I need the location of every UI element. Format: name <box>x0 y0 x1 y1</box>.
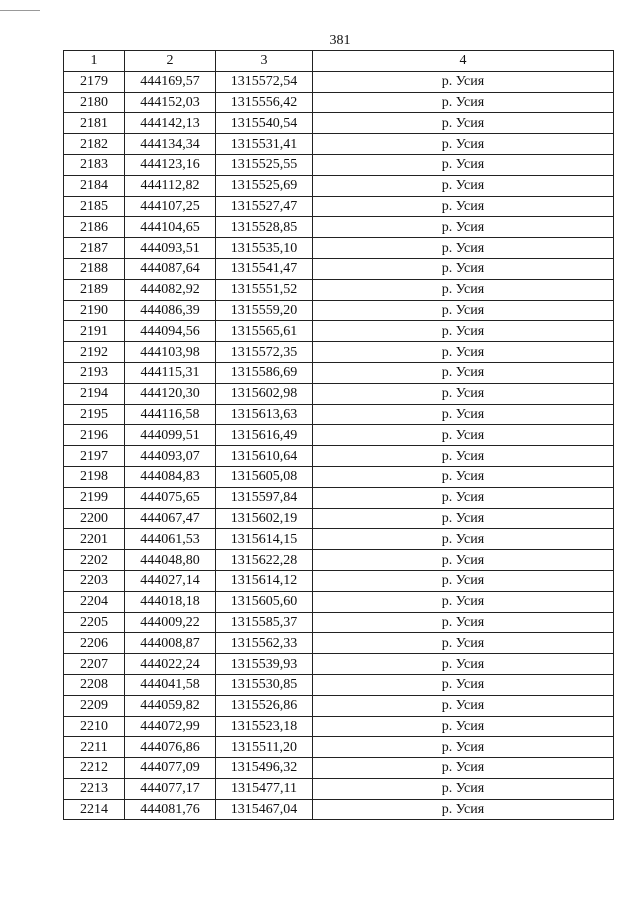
description-cell: р. Усия <box>313 570 614 591</box>
x-coordinate-cell: 444099,51 <box>125 425 216 446</box>
y-coordinate-cell: 1315602,98 <box>216 383 313 404</box>
description-cell: р. Усия <box>313 71 614 92</box>
y-coordinate-cell: 1315602,19 <box>216 508 313 529</box>
y-coordinate-cell: 1315535,10 <box>216 238 313 259</box>
y-coordinate-cell: 1315525,55 <box>216 154 313 175</box>
y-coordinate-cell: 1315556,42 <box>216 92 313 113</box>
point-number-cell: 2200 <box>64 508 125 529</box>
table-row <box>64 487 614 508</box>
point-number-cell: 2191 <box>64 321 125 342</box>
table-row <box>64 196 614 217</box>
table-row <box>64 279 614 300</box>
x-coordinate-cell: 444103,98 <box>125 342 216 363</box>
description-cell: р. Усия <box>313 342 614 363</box>
table-row <box>64 633 614 654</box>
point-number-cell: 2179 <box>64 71 125 92</box>
table-row <box>64 113 614 134</box>
table-row <box>64 321 614 342</box>
point-number-cell: 2210 <box>64 716 125 737</box>
description-cell: р. Усия <box>313 383 614 404</box>
point-number-cell: 2187 <box>64 238 125 259</box>
description-cell: р. Усия <box>313 758 614 779</box>
table-row <box>64 695 614 716</box>
x-coordinate-cell: 444093,51 <box>125 238 216 259</box>
table-row <box>64 342 614 363</box>
y-coordinate-cell: 1315605,60 <box>216 591 313 612</box>
y-coordinate-cell: 1315562,33 <box>216 633 313 654</box>
description-cell: р. Усия <box>313 134 614 155</box>
y-coordinate-cell: 1315572,35 <box>216 342 313 363</box>
table-row <box>64 654 614 675</box>
y-coordinate-cell: 1315597,84 <box>216 487 313 508</box>
table-row <box>64 362 614 383</box>
description-cell: р. Усия <box>313 466 614 487</box>
y-coordinate-cell: 1315572,54 <box>216 71 313 92</box>
description-cell: р. Усия <box>313 737 614 758</box>
x-coordinate-cell: 444093,07 <box>125 446 216 467</box>
y-coordinate-cell: 1315614,12 <box>216 570 313 591</box>
y-coordinate-cell: 1315551,52 <box>216 279 313 300</box>
point-number-cell: 2213 <box>64 778 125 799</box>
x-coordinate-cell: 444169,57 <box>125 71 216 92</box>
x-coordinate-cell: 444072,99 <box>125 716 216 737</box>
table-row <box>64 570 614 591</box>
y-coordinate-cell: 1315523,18 <box>216 716 313 737</box>
x-coordinate-cell: 444018,18 <box>125 591 216 612</box>
x-coordinate-cell: 444084,83 <box>125 466 216 487</box>
point-number-cell: 2211 <box>64 737 125 758</box>
point-number-cell: 2209 <box>64 695 125 716</box>
point-number-cell: 2181 <box>64 113 125 134</box>
x-coordinate-cell: 444152,03 <box>125 92 216 113</box>
column-header-1: 1 <box>64 51 125 72</box>
description-cell: р. Усия <box>313 487 614 508</box>
point-number-cell: 2204 <box>64 591 125 612</box>
y-coordinate-cell: 1315605,08 <box>216 466 313 487</box>
point-number-cell: 2185 <box>64 196 125 217</box>
x-coordinate-cell: 444112,82 <box>125 175 216 196</box>
y-coordinate-cell: 1315496,32 <box>216 758 313 779</box>
point-number-cell: 2193 <box>64 362 125 383</box>
table-row <box>64 175 614 196</box>
table-row <box>64 778 614 799</box>
y-coordinate-cell: 1315530,85 <box>216 674 313 695</box>
x-coordinate-cell: 444048,80 <box>125 550 216 571</box>
column-header-2: 2 <box>125 51 216 72</box>
x-coordinate-cell: 444123,16 <box>125 154 216 175</box>
table-row <box>64 508 614 529</box>
coordinates-table <box>63 50 614 820</box>
table-row <box>64 591 614 612</box>
description-cell: р. Усия <box>313 529 614 550</box>
x-coordinate-cell: 444041,58 <box>125 674 216 695</box>
table-row <box>64 71 614 92</box>
x-coordinate-cell: 444087,64 <box>125 258 216 279</box>
table-row <box>64 758 614 779</box>
point-number-cell: 2198 <box>64 466 125 487</box>
table-row <box>64 446 614 467</box>
description-cell: р. Усия <box>313 654 614 675</box>
y-coordinate-cell: 1315559,20 <box>216 300 313 321</box>
y-coordinate-cell: 1315526,86 <box>216 695 313 716</box>
x-coordinate-cell: 444009,22 <box>125 612 216 633</box>
point-number-cell: 2195 <box>64 404 125 425</box>
description-cell: р. Усия <box>313 279 614 300</box>
description-cell: р. Усия <box>313 321 614 342</box>
table-row <box>64 425 614 446</box>
y-coordinate-cell: 1315467,04 <box>216 799 313 820</box>
x-coordinate-cell: 444075,65 <box>125 487 216 508</box>
description-cell: р. Усия <box>313 674 614 695</box>
point-number-cell: 2188 <box>64 258 125 279</box>
description-cell: р. Усия <box>313 238 614 259</box>
y-coordinate-cell: 1315511,20 <box>216 737 313 758</box>
y-coordinate-cell: 1315622,28 <box>216 550 313 571</box>
scan-edge-mark <box>0 0 40 11</box>
table-row <box>64 716 614 737</box>
point-number-cell: 2182 <box>64 134 125 155</box>
point-number-cell: 2206 <box>64 633 125 654</box>
table-row <box>64 238 614 259</box>
point-number-cell: 2197 <box>64 446 125 467</box>
table-row <box>64 799 614 820</box>
point-number-cell: 2208 <box>64 674 125 695</box>
point-number-cell: 2199 <box>64 487 125 508</box>
y-coordinate-cell: 1315585,37 <box>216 612 313 633</box>
x-coordinate-cell: 444086,39 <box>125 300 216 321</box>
y-coordinate-cell: 1315610,64 <box>216 446 313 467</box>
x-coordinate-cell: 444107,25 <box>125 196 216 217</box>
column-header-3: 3 <box>216 51 313 72</box>
table-row <box>64 383 614 404</box>
table-row <box>64 154 614 175</box>
point-number-cell: 2192 <box>64 342 125 363</box>
x-coordinate-cell: 444116,58 <box>125 404 216 425</box>
y-coordinate-cell: 1315527,47 <box>216 196 313 217</box>
table-row <box>64 217 614 238</box>
y-coordinate-cell: 1315477,11 <box>216 778 313 799</box>
description-cell: р. Усия <box>313 446 614 467</box>
description-cell: р. Усия <box>313 92 614 113</box>
table-row <box>64 737 614 758</box>
point-number-cell: 2183 <box>64 154 125 175</box>
point-number-cell: 2194 <box>64 383 125 404</box>
x-coordinate-cell: 444120,30 <box>125 383 216 404</box>
point-number-cell: 2212 <box>64 758 125 779</box>
y-coordinate-cell: 1315616,49 <box>216 425 313 446</box>
description-cell: р. Усия <box>313 799 614 820</box>
description-cell: р. Усия <box>313 612 614 633</box>
table-row <box>64 92 614 113</box>
point-number-cell: 2201 <box>64 529 125 550</box>
table-row <box>64 300 614 321</box>
point-number-cell: 2205 <box>64 612 125 633</box>
y-coordinate-cell: 1315528,85 <box>216 217 313 238</box>
table-header-row <box>64 51 614 72</box>
description-cell: р. Усия <box>313 258 614 279</box>
table-row <box>64 258 614 279</box>
description-cell: р. Усия <box>313 716 614 737</box>
x-coordinate-cell: 444082,92 <box>125 279 216 300</box>
table-row <box>64 404 614 425</box>
description-cell: р. Усия <box>313 508 614 529</box>
x-coordinate-cell: 444081,76 <box>125 799 216 820</box>
y-coordinate-cell: 1315540,54 <box>216 113 313 134</box>
y-coordinate-cell: 1315565,61 <box>216 321 313 342</box>
column-header-4: 4 <box>313 51 614 72</box>
x-coordinate-cell: 444059,82 <box>125 695 216 716</box>
x-coordinate-cell: 444134,34 <box>125 134 216 155</box>
y-coordinate-cell: 1315525,69 <box>216 175 313 196</box>
point-number-cell: 2214 <box>64 799 125 820</box>
point-number-cell: 2202 <box>64 550 125 571</box>
point-number-cell: 2186 <box>64 217 125 238</box>
description-cell: р. Усия <box>313 300 614 321</box>
x-coordinate-cell: 444094,56 <box>125 321 216 342</box>
x-coordinate-cell: 444067,47 <box>125 508 216 529</box>
y-coordinate-cell: 1315613,63 <box>216 404 313 425</box>
table-row <box>64 612 614 633</box>
description-cell: р. Усия <box>313 778 614 799</box>
description-cell: р. Усия <box>313 154 614 175</box>
page-number: 381 <box>329 33 351 48</box>
x-coordinate-cell: 444022,24 <box>125 654 216 675</box>
description-cell: р. Усия <box>313 362 614 383</box>
description-cell: р. Усия <box>313 425 614 446</box>
x-coordinate-cell: 444115,31 <box>125 362 216 383</box>
y-coordinate-cell: 1315541,47 <box>216 258 313 279</box>
y-coordinate-cell: 1315539,93 <box>216 654 313 675</box>
description-cell: р. Усия <box>313 217 614 238</box>
point-number-cell: 2180 <box>64 92 125 113</box>
table-body <box>64 71 614 820</box>
description-cell: р. Усия <box>313 113 614 134</box>
y-coordinate-cell: 1315614,15 <box>216 529 313 550</box>
table-row <box>64 529 614 550</box>
table-row <box>64 134 614 155</box>
table-row <box>64 674 614 695</box>
description-cell: р. Усия <box>313 196 614 217</box>
x-coordinate-cell: 444142,13 <box>125 113 216 134</box>
point-number-cell: 2184 <box>64 175 125 196</box>
description-cell: р. Усия <box>313 695 614 716</box>
x-coordinate-cell: 444027,14 <box>125 570 216 591</box>
y-coordinate-cell: 1315531,41 <box>216 134 313 155</box>
point-number-cell: 2196 <box>64 425 125 446</box>
point-number-cell: 2189 <box>64 279 125 300</box>
description-cell: р. Усия <box>313 591 614 612</box>
point-number-cell: 2203 <box>64 570 125 591</box>
x-coordinate-cell: 444008,87 <box>125 633 216 654</box>
description-cell: р. Усия <box>313 175 614 196</box>
point-number-cell: 2207 <box>64 654 125 675</box>
description-cell: р. Усия <box>313 404 614 425</box>
description-cell: р. Усия <box>313 550 614 571</box>
description-cell: р. Усия <box>313 633 614 654</box>
table-row <box>64 550 614 571</box>
point-number-cell: 2190 <box>64 300 125 321</box>
x-coordinate-cell: 444077,17 <box>125 778 216 799</box>
x-coordinate-cell: 444061,53 <box>125 529 216 550</box>
x-coordinate-cell: 444076,86 <box>125 737 216 758</box>
x-coordinate-cell: 444077,09 <box>125 758 216 779</box>
table-row <box>64 466 614 487</box>
x-coordinate-cell: 444104,65 <box>125 217 216 238</box>
y-coordinate-cell: 1315586,69 <box>216 362 313 383</box>
